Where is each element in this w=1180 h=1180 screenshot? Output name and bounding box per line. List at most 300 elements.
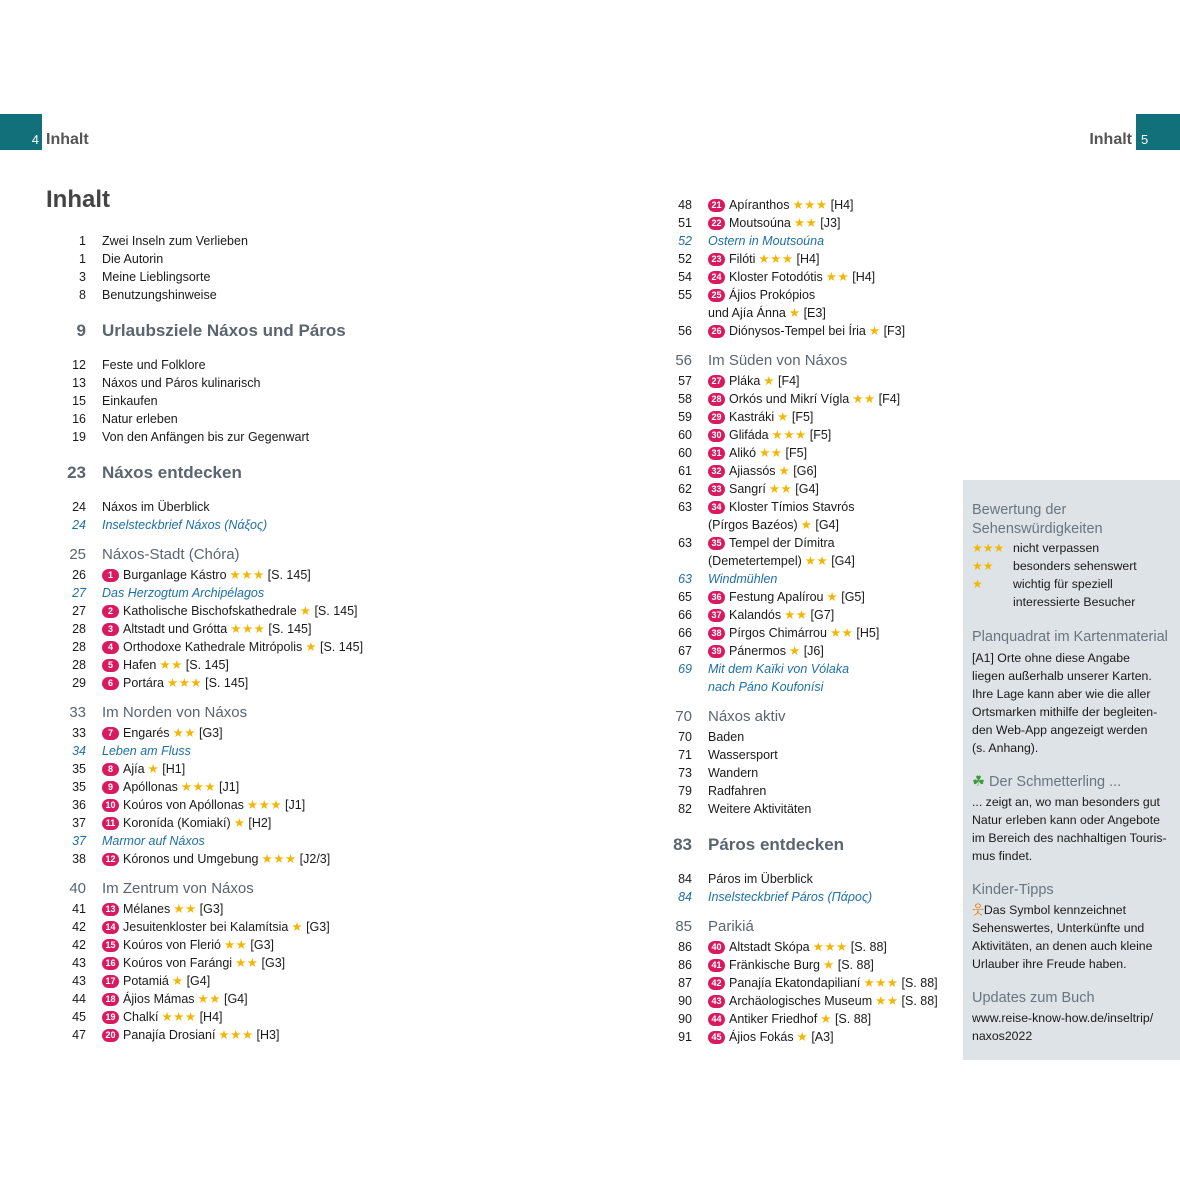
entry-title — [708, 678, 823, 696]
page-number: 60 — [678, 428, 692, 442]
butterfly-icon: ☘ — [972, 774, 985, 790]
sight-number-badge: 26 — [708, 325, 725, 338]
entry-title — [708, 408, 813, 426]
sight-number-badge: 15 — [102, 939, 119, 952]
page-number: 82 — [678, 802, 692, 816]
entry-title — [708, 974, 938, 992]
rating-stars: ★ — [788, 644, 801, 658]
entry-text: Wassersport — [708, 748, 778, 762]
entry-title — [708, 606, 834, 624]
sight-number-badge: 18 — [102, 993, 119, 1006]
entry-text: Einkaufen — [102, 394, 158, 408]
entry-title — [102, 516, 267, 534]
page-number: 27 — [72, 586, 86, 600]
rating-stars: ★★★ — [812, 940, 848, 954]
toc-entry — [46, 638, 364, 656]
entry-text: Mélanes — [123, 902, 171, 916]
entry-title — [102, 546, 240, 564]
entry-title — [102, 374, 260, 392]
sight-number-badge: 3 — [102, 623, 119, 636]
entry-text: Ajía — [123, 762, 145, 776]
entry-title — [102, 656, 229, 674]
entry-text: Kóronos und Umgebung — [123, 852, 259, 866]
sidebar-line — [972, 739, 1038, 757]
rating-stars: ★★★ — [218, 1028, 254, 1042]
rating-stars: ★★ — [768, 482, 793, 496]
toc-entry — [652, 588, 865, 606]
sight-number-badge: 11 — [102, 817, 119, 830]
sidebar-line-text: ... zeigt an, wo man besonders gut — [972, 795, 1160, 809]
page-number: 41 — [72, 902, 86, 916]
grid-title: Planquadrat im Kartenmaterial — [972, 629, 1168, 645]
sight-number-badge: 5 — [102, 659, 119, 672]
entry-text: Die Autorin — [102, 252, 164, 266]
sidebar-line — [972, 937, 1152, 955]
entry-title — [102, 620, 311, 638]
entry-text: Orthodoxe Kathedrale Mitrópolis — [123, 640, 303, 654]
grid-reference: [H4] — [830, 198, 854, 212]
grid-reference: [S. 145] — [319, 640, 364, 654]
sight-number-badge: 32 — [708, 465, 725, 478]
sight-number-badge: 41 — [708, 959, 725, 972]
entry-text: Filóti — [729, 252, 756, 266]
sight-number-badge: 22 — [708, 217, 725, 230]
entry-text: Páros im Überblick — [708, 872, 813, 886]
sight-number-badge: 1 — [102, 569, 119, 582]
page-number: 62 — [678, 482, 692, 496]
rating-stars: ★★★ — [758, 252, 794, 266]
sidebar-line — [972, 667, 1152, 685]
entry-text: Moutsoúna — [729, 216, 791, 230]
entry-title — [708, 918, 754, 936]
rating-stars: ★★ — [825, 270, 850, 284]
page-number: 86 — [678, 940, 692, 954]
sight-number-badge: 36 — [708, 591, 725, 604]
sidebar-line-text: Ortsmarken mithilfe der begleiten- — [972, 705, 1158, 719]
sight-number-badge: 27 — [708, 375, 725, 388]
rating-stars: ★★★ — [771, 428, 807, 442]
page-number: 86 — [678, 958, 692, 972]
toc-entry — [652, 974, 938, 992]
rating-stars: ★ — [788, 306, 801, 320]
entry-title — [708, 286, 815, 304]
page-number: 52 — [678, 252, 692, 266]
sidebar-line-text: liegen außerhalb unserer Karten. — [972, 669, 1152, 683]
entry-title — [708, 426, 831, 444]
toc-entry — [652, 214, 841, 232]
page-number: 15 — [72, 394, 86, 408]
grid-reference: [G3] — [261, 956, 286, 970]
sight-number-badge: 40 — [708, 941, 725, 954]
sight-number-badge: 28 — [708, 393, 725, 406]
page-number: 56 — [678, 324, 692, 338]
toc-entry — [652, 746, 778, 764]
grid-reference: [G6] — [793, 464, 817, 478]
entry-title — [708, 764, 758, 782]
page-number: 16 — [72, 412, 86, 426]
page-number: 1 — [79, 252, 86, 266]
entry-text: Engarés — [123, 726, 170, 740]
toc-entry — [46, 620, 312, 638]
entry-title — [708, 782, 766, 800]
grid-reference: [J1] — [285, 798, 306, 812]
toc-entry — [46, 972, 211, 990]
rating-stars: ★★ — [197, 992, 221, 1006]
left-header-label: Inhalt — [46, 131, 89, 148]
entry-text: Ájios Mámas — [123, 992, 195, 1006]
entry-text: Náxos im Überblick — [102, 500, 210, 514]
toc-entry — [46, 954, 286, 972]
entry-text: Koúros von Farángi — [123, 956, 233, 970]
sight-number-badge: 6 — [102, 677, 119, 690]
entry-title — [708, 888, 872, 906]
page-number: 47 — [72, 1028, 86, 1042]
page-number: 29 — [72, 676, 86, 690]
grid-reference: [F4] — [778, 374, 800, 388]
entry-text: Das Herzogtum Archipélagos — [102, 586, 265, 600]
page-number: 40 — [69, 880, 86, 897]
grid-reference: [A3] — [811, 1030, 834, 1044]
entry-text: Leben am Fluss — [102, 744, 191, 758]
grid-reference: [H4] — [199, 1010, 223, 1024]
page-number: 33 — [69, 704, 86, 721]
page-number: 25 — [69, 546, 86, 563]
toc-entry — [652, 764, 759, 782]
sight-number-badge: 2 — [102, 605, 119, 618]
toc-entry — [46, 796, 306, 814]
entry-text: Kalandós — [729, 608, 782, 622]
toc-entry — [46, 778, 240, 796]
rating-stars: ★ — [299, 604, 312, 618]
rating-stars: ★ — [171, 974, 184, 988]
toc-entry — [652, 286, 816, 304]
page-number: 52 — [678, 234, 692, 248]
page-number: 43 — [72, 974, 86, 988]
grid-reference: [S. 88] — [834, 1012, 872, 1026]
grid-reference: [J2/3] — [299, 852, 331, 866]
entry-title — [708, 624, 879, 642]
rating-stars: ★★ — [784, 608, 808, 622]
entry-title — [102, 880, 254, 898]
toc-entry — [652, 408, 814, 426]
feature-row — [652, 570, 778, 588]
entry-text: Diónysos-Tempel bei Íria — [729, 324, 866, 338]
entry-title — [102, 498, 210, 516]
toc-entry — [46, 674, 249, 692]
entry-text: Festung Apalírou — [729, 590, 824, 604]
toc-entry — [652, 304, 826, 322]
sidebar-line-text: Natur erleben kann oder Angebote — [972, 813, 1161, 827]
sidebar-line — [972, 811, 1160, 829]
toc-entry — [652, 322, 906, 340]
page-number: 9 — [76, 321, 86, 340]
entry-title — [708, 746, 778, 764]
toc-entry — [46, 566, 311, 584]
sidebar-line-text: Urlauber ihre Freude haben. — [972, 957, 1127, 971]
entry-text: Pírgos Chimárrou — [729, 626, 827, 640]
page-number: 58 — [678, 392, 692, 406]
page-number: 35 — [72, 780, 86, 794]
page-number: 70 — [678, 730, 692, 744]
sight-number-badge: 43 — [708, 995, 725, 1008]
entry-title — [708, 444, 807, 462]
toc-entry — [46, 268, 211, 286]
entry-text: Kloster Fotodótis — [729, 270, 823, 284]
grid-reference: [H3] — [256, 1028, 280, 1042]
page-number: 59 — [678, 410, 692, 424]
page-number: 79 — [678, 784, 692, 798]
page-number: 63 — [678, 500, 692, 514]
rating-stars: ★★★ — [229, 568, 265, 582]
grid-reference: [G7] — [810, 608, 835, 622]
page-number: 55 — [678, 288, 692, 302]
entry-title — [708, 214, 840, 232]
butterfly-title: Der Schmetterling ... — [989, 774, 1122, 790]
entry-title — [102, 778, 239, 796]
entry-title — [708, 516, 839, 534]
rating-stars: ★★ — [223, 938, 248, 952]
sight-number-badge: 45 — [708, 1031, 725, 1044]
page-number: 19 — [72, 430, 86, 444]
right-header-label: Inhalt — [1089, 131, 1132, 148]
page-number: 63 — [678, 536, 692, 550]
page-number: 24 — [72, 518, 86, 532]
entry-title — [708, 390, 900, 408]
entry-title — [102, 814, 271, 832]
toc-entry — [652, 268, 876, 286]
sight-number-badge: 7 — [102, 727, 119, 740]
sidebar-line-text: den Web-App angezeigt werden — [972, 723, 1148, 737]
entry-title — [102, 566, 311, 584]
entry-title — [708, 708, 786, 726]
entry-title — [102, 796, 305, 814]
rating-stars: ★★ — [829, 626, 854, 640]
rating-stars: ★★★ — [167, 676, 203, 690]
toc-entry — [652, 426, 832, 444]
entry-text: Inselsteckbrief Náxos (Νάξος) — [102, 518, 268, 532]
entry-title — [102, 1008, 223, 1026]
grid-reference: [J1] — [219, 780, 240, 794]
toc-entry — [46, 428, 310, 446]
entry-text: Koronída (Komiakí) — [123, 816, 231, 830]
sight-number-badge: 14 — [102, 921, 119, 934]
sidebar-line-text: Ihre Lage kann aber wie die aller — [972, 687, 1151, 701]
sight-number-badge: 31 — [708, 447, 725, 460]
grid-reference: [G4] — [815, 518, 839, 532]
sidebar-line-text: (s. Anhang). — [972, 741, 1039, 755]
entry-title — [708, 800, 811, 818]
sight-number-badge: 4 — [102, 641, 119, 654]
entry-title — [102, 850, 330, 868]
page-number: 1 — [79, 234, 86, 248]
entry-text: Apóllonas — [123, 780, 178, 794]
toc-entry — [652, 642, 824, 660]
grid-reference: [J3] — [820, 216, 841, 230]
toc-entry — [652, 390, 901, 408]
subsection-row — [652, 352, 848, 370]
sight-number-badge: 19 — [102, 1011, 119, 1024]
grid-reference: [G3] — [199, 902, 224, 916]
sidebar-line-text: Sehenswertes, Unterkünfte und — [972, 921, 1145, 935]
page-number: 71 — [678, 748, 692, 762]
grid-reference: [S. 88] — [850, 940, 887, 954]
entry-title — [102, 918, 330, 936]
page-number: 56 — [675, 352, 692, 369]
toc-entry — [46, 250, 164, 268]
page-number: 70 — [675, 708, 692, 725]
entry-text: Windmühlen — [708, 572, 778, 586]
page-number: 37 — [72, 834, 86, 848]
entry-title — [102, 900, 223, 918]
entry-text: Hafen — [123, 658, 157, 672]
entry-title — [708, 834, 844, 856]
sight-number-badge: 35 — [708, 537, 725, 550]
toc-entry — [46, 286, 217, 304]
entry-title — [708, 1010, 871, 1028]
entry-text: Zwei Inseln zum Verlieben — [102, 234, 248, 248]
grid-reference: [S. 145] — [205, 676, 249, 690]
sight-number-badge: 23 — [708, 253, 725, 266]
feature-row — [652, 888, 873, 906]
sidebar-line — [972, 919, 1144, 937]
subsection-row — [46, 880, 254, 898]
entry-text: Tempel der Dímitra — [729, 536, 835, 550]
subsection-row — [652, 918, 754, 936]
entry-title — [708, 232, 824, 250]
page-number: 84 — [678, 890, 692, 904]
rating-stars: ★ — [778, 464, 791, 478]
entry-title — [102, 462, 242, 484]
right-page-number: 5 — [1136, 114, 1180, 150]
butterfly-title-row — [972, 774, 1121, 790]
entry-title — [102, 392, 158, 410]
toc-entry — [46, 602, 358, 620]
entry-title — [102, 232, 248, 250]
kids-title: Kinder-Tipps — [972, 882, 1054, 898]
entry-title — [102, 742, 191, 760]
entry-text: Urlaubsziele Náxos und Páros — [102, 321, 346, 340]
page-number: 63 — [678, 572, 692, 586]
entry-title — [708, 196, 854, 214]
feature-row — [46, 516, 268, 534]
toc-entry — [652, 534, 835, 552]
toc-entry — [652, 728, 745, 746]
page-number: 54 — [678, 270, 692, 284]
entry-text: Náxos und Páros kulinarisch — [102, 376, 261, 390]
grid-reference: [S. 145] — [267, 568, 311, 582]
toc-entry — [652, 372, 800, 390]
entry-title — [102, 832, 205, 850]
page-number: 51 — [678, 216, 692, 230]
entry-text: Benutzungshinweise — [102, 288, 217, 302]
entry-text: Náxos-Stadt (Chóra) — [102, 546, 240, 563]
page-number: 27 — [72, 604, 86, 618]
rating-stars: ★★★ — [246, 798, 283, 812]
entry-title — [708, 870, 813, 888]
rating-stars: ★ — [305, 640, 317, 654]
rating-stars: ★★★ — [792, 198, 828, 212]
toc-entry — [652, 938, 887, 956]
entry-text: Wandern — [708, 766, 759, 780]
rating-stars: ★★ — [852, 392, 876, 406]
legend-text: nicht verpassen — [1013, 541, 1100, 555]
toc-entry — [652, 870, 813, 888]
entry-text: Ájios Fokás — [729, 1030, 794, 1044]
toc-entry — [46, 990, 248, 1008]
entry-text: Fränkische Burg — [729, 958, 821, 972]
page-number: 42 — [72, 920, 86, 934]
sight-number-badge: 8 — [102, 763, 119, 776]
entry-title — [102, 1026, 279, 1044]
grid-reference: [H4] — [852, 270, 876, 284]
grid-reference: [F3] — [883, 324, 906, 338]
page-title: Inhalt — [46, 186, 110, 213]
entry-text: Im Süden von Náxos — [708, 352, 848, 369]
rating-stars: ★ — [868, 324, 881, 338]
grid-reference: [G3] — [250, 938, 275, 952]
entry-title — [102, 638, 363, 656]
entry-text: Kastráki — [729, 410, 775, 424]
sidebar-line — [972, 703, 1157, 721]
page-number: 23 — [67, 463, 86, 482]
sight-number-badge: 39 — [708, 645, 725, 658]
entry-title — [102, 320, 346, 342]
right-page-header — [1089, 114, 1180, 150]
toc-entry — [652, 196, 854, 214]
toc-entry — [46, 850, 331, 868]
entry-text: Ajiassós — [729, 464, 776, 478]
entry-text: Archäologisches Museum — [729, 994, 873, 1008]
rating-stars: ★★★ — [261, 852, 297, 866]
entry-text: Feste und Folklore — [102, 358, 206, 372]
grid-reference: [S. 88] — [901, 976, 938, 990]
rating-stars: ★ — [823, 958, 835, 972]
page-number: 66 — [678, 626, 692, 640]
toc-entry — [46, 392, 158, 410]
rating-stars: ★ — [826, 590, 839, 604]
toc-entry — [652, 552, 855, 570]
page-number: 26 — [72, 568, 86, 582]
sight-number-badge: 9 — [102, 781, 119, 794]
entry-title — [102, 724, 223, 742]
entry-text: Koúros von Flerió — [123, 938, 221, 952]
rating-stars: ★★ — [804, 554, 829, 568]
grid-reference: [G3] — [198, 726, 223, 740]
rating-stars: ★ — [800, 518, 813, 532]
sidebar-line-text: Das Symbol kennzeichnet — [983, 903, 1127, 917]
left-page-header — [0, 114, 89, 150]
page-number: 90 — [678, 994, 692, 1008]
sight-number-badge: 25 — [708, 289, 725, 302]
rating-stars: ★ — [777, 410, 789, 424]
toc-entry — [652, 498, 855, 516]
sight-number-badge: 29 — [708, 411, 725, 424]
entry-text: Chalkí — [123, 1010, 159, 1024]
rating-stars: ★★ — [172, 726, 196, 740]
entry-title — [708, 552, 855, 570]
legend-sidebar — [963, 480, 1180, 1060]
rating-stars: ★ — [796, 1030, 809, 1044]
grid-reference: [F5] — [809, 428, 832, 442]
sight-number-badge: 44 — [708, 1013, 725, 1026]
entry-text: Antiker Friedhof — [729, 1012, 818, 1026]
kids-icon: 웃 — [972, 903, 984, 917]
page-number: 65 — [678, 590, 692, 604]
toc-entry — [652, 480, 819, 498]
entry-text: Kloster Tímios Stavrós — [729, 500, 855, 514]
entry-text: Katholische Bischofskathedrale — [123, 604, 297, 618]
entry-text: Weitere Aktivitäten — [708, 802, 812, 816]
